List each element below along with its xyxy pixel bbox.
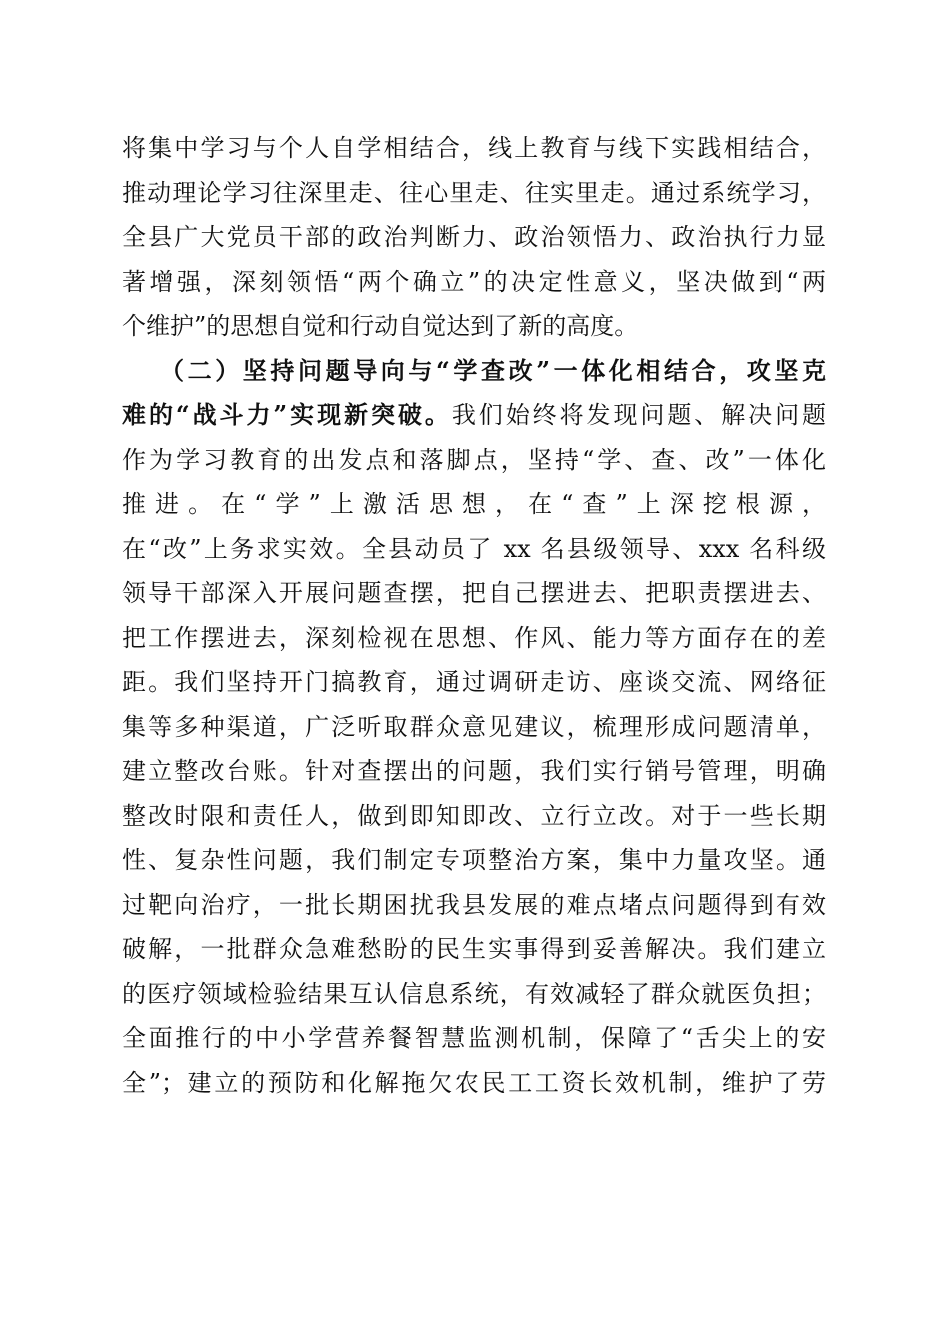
text-line	[122, 1016, 826, 1061]
section-heading-text: 难的“战斗力”实现新突破。	[122, 400, 452, 429]
text-line	[122, 794, 826, 839]
text-line	[122, 838, 826, 883]
text-line	[122, 616, 826, 661]
body-text: 将集中学习与个人自学相结合，线上教育与线下实践相结合，	[122, 134, 826, 162]
body-text: 作为学习教育的出发点和落脚点，坚持“学、查、改”一体化	[122, 445, 826, 474]
body-text: 把工作摆进去，深刻检视在思想、作风、能力等方面存在的差	[122, 623, 826, 652]
body-text: 建立整改台账。针对查摆出的问题，我们实行销号管理，明确	[122, 757, 826, 785]
body-text: 著增强，深刻领悟“两个确立”的决定性意义，坚决做到“两	[122, 267, 826, 296]
body-text: 全面推行的中小学营养餐智慧监测机制，保障了“舌尖上的安	[122, 1024, 826, 1052]
body-text: 推进。在“学”上激活思想，在“查”上深挖根源，	[122, 490, 826, 518]
text-line	[122, 705, 826, 750]
text-line	[122, 972, 826, 1017]
text-line	[122, 927, 826, 972]
body-text: 过靶向治疗，一批长期困扰我县发展的难点堵点问题得到有效	[122, 890, 826, 919]
body-text: 全”；建立的预防和化解拖欠农民工工资长效机制，维护了劳	[122, 1068, 826, 1097]
body-text: 我们始终将发现问题、解决问题	[451, 401, 826, 429]
text-line	[122, 349, 826, 394]
body-text: 在“改”上务求实效。全县动员了 xx 名县级领导、xxx 名科级	[122, 534, 826, 563]
body-text: 领导干部深入开展问题查摆，把自己摆进去、把职责摆进去、	[122, 579, 826, 607]
section-heading-text: （二）坚持问题导向与“学查改”一体化相结合，攻坚克	[160, 355, 826, 385]
text-line	[122, 527, 826, 572]
body-text: 性、复杂性问题，我们制定专项整治方案，集中力量攻坚。通	[122, 846, 826, 874]
text-line	[122, 393, 826, 438]
body-text: 推动理论学习往深里走、往心里走、往实里走。通过系统学习，	[122, 178, 826, 207]
body-text: 个维护”的思想自觉和行动自觉达到了新的高度。	[122, 312, 639, 340]
text-line	[122, 304, 826, 349]
text-line	[122, 215, 826, 260]
text-line	[122, 438, 826, 483]
body-text: 整改时限和责任人，做到即知即改、立行立改。对于一些长期	[122, 801, 826, 830]
text-line	[122, 571, 826, 616]
text-line	[122, 883, 826, 928]
body-text: 集等多种渠道，广泛听取群众意见建议，梳理形成问题清单，	[122, 712, 826, 741]
body-text: 的医疗领域检验结果互认信息系统，有效减轻了群众就医负担；	[122, 979, 826, 1008]
text-line	[122, 260, 826, 305]
text-line	[122, 1061, 826, 1106]
body-text: 破解，一批群众急难愁盼的民生实事得到妥善解决。我们建立	[122, 935, 826, 963]
text-line	[122, 660, 826, 705]
text-line	[122, 749, 826, 794]
body-text: 距。我们坚持开门搞教育，通过调研走访、座谈交流、网络征	[122, 668, 826, 696]
text-line	[122, 171, 826, 216]
text-line	[122, 482, 826, 527]
text-line	[122, 126, 826, 171]
document-page	[122, 126, 826, 1105]
body-text: 全县广大党员干部的政治判断力、政治领悟力、政治执行力显	[122, 223, 826, 251]
